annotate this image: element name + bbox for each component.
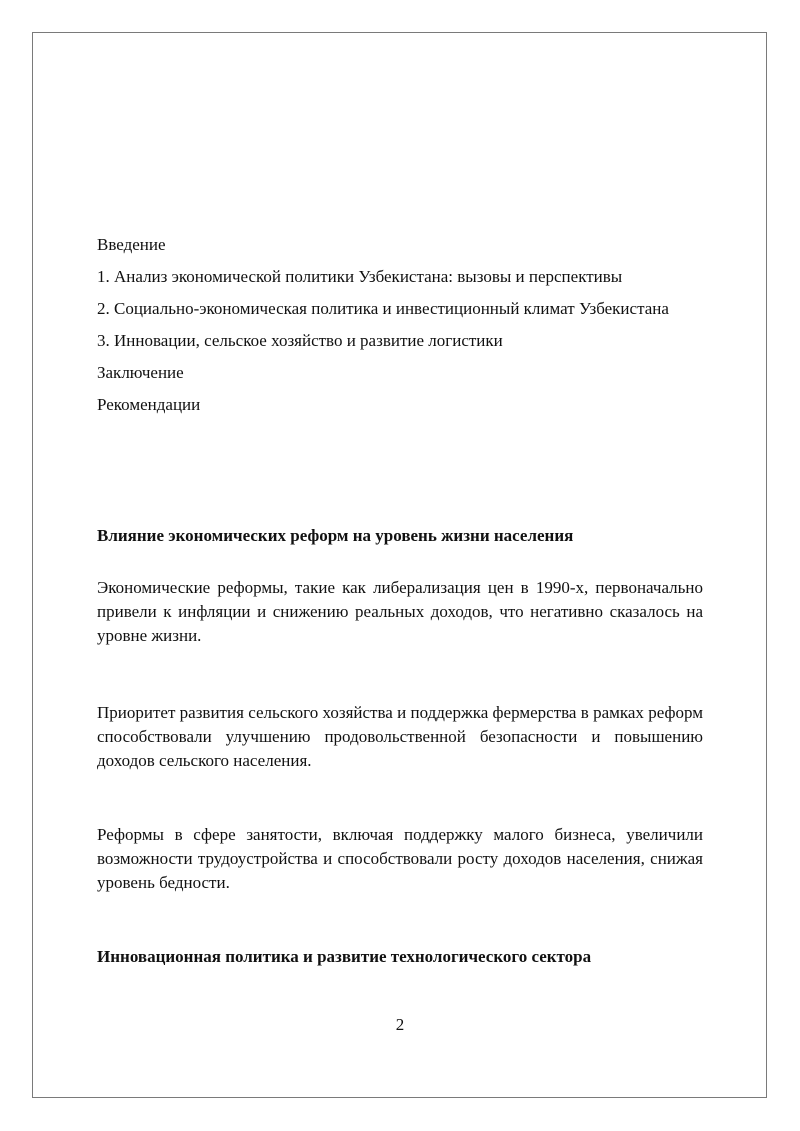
toc-item-1: 1. Анализ экономической политики Узбекистана: вызовы и перспективы xyxy=(97,267,623,286)
toc-item-conclusion: Заключение xyxy=(97,363,184,382)
paragraph-1: Экономические реформы, такие как либерализация цен в 1990-х, первоначально привели к инфляции и снижению реальных доходов, что негативно сказалось на уровне жизни. xyxy=(97,578,703,645)
paragraph-2: Приоритет развития сельского хозяйства и поддержка фермерства в рамках реформ способствовали улучшению продовольственной безопасности и повышению доходов сельского населения. xyxy=(97,703,703,770)
page-border xyxy=(32,32,767,1098)
section-heading-reforms: Влияние экономических реформ на уровень жизни населения xyxy=(97,526,574,545)
toc-item-introduction: Введение xyxy=(97,235,166,254)
toc-item-3: 3. Инновации, сельское хозяйство и развитие логистики xyxy=(97,331,503,350)
table-of-contents xyxy=(97,235,703,427)
toc-item-recommendations: Рекомендации xyxy=(97,395,201,414)
paragraph-3: Реформы в сфере занятости, включая поддержку малого бизнеса, увеличили возможности трудоустройства и способствовали росту доходов населения, снижая уровень бедности. xyxy=(97,825,703,892)
toc-item-2: 2. Социально-экономическая политика и инвестиционный климат Узбекистана xyxy=(97,299,669,318)
page-number: 2 xyxy=(395,1015,405,1034)
section-heading-innovation: Инновационная политика и развитие технологического сектора xyxy=(97,947,592,966)
